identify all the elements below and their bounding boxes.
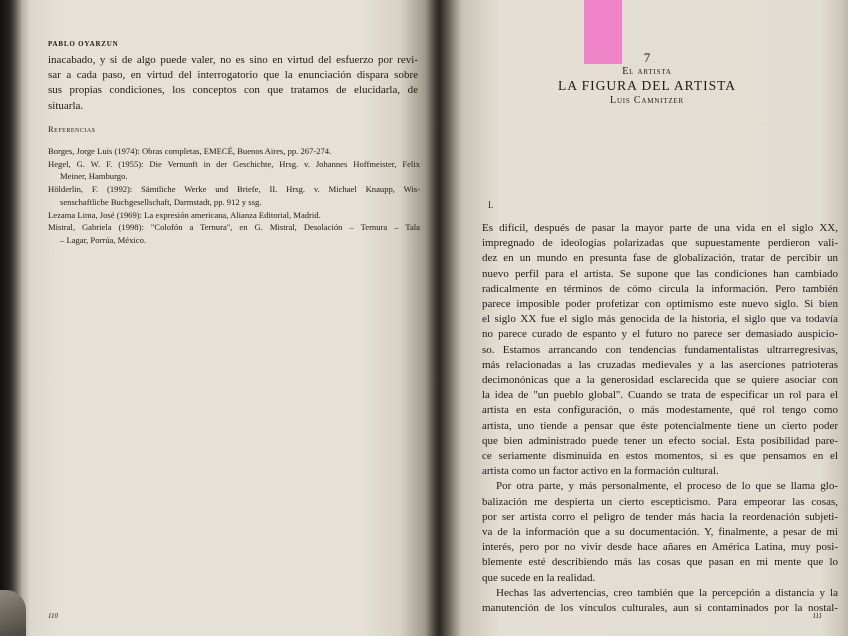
references-heading: Referencias	[48, 124, 96, 134]
text-line: Por otra parte, y más personalmente, el proceso de lo que se llama glo-	[496, 480, 838, 493]
reference-line: Mistral, Gabriela (1998): "Colofón a Ternura", en G. Mistral, Desolación – Ternura – Tala	[48, 222, 420, 233]
page-number: 111	[812, 612, 822, 620]
text-line: que bien administrado puede tener un efecto social. Esta posibilidad pare-	[482, 434, 838, 447]
references-list	[48, 145, 420, 247]
chapter-title: LA FIGURA DEL ARTISTA	[558, 78, 736, 93]
text-line: decimonónicas que a la generosidad esclarecida que se quiere asociar con	[482, 374, 838, 387]
reference-line: Lezama Lima, José (1969): La expresión americana, Alianza Editorial, Madrid.	[48, 209, 321, 220]
reference-entry	[48, 221, 420, 246]
reference-line: Borges, Jorge Luis (1974): Obras completas, EMECÉ, Buenos Aires, pp. 267-274.	[48, 146, 332, 156]
reference-line: Hegel, G. W. F. (1955): Die Vernunft in der Geschichte, Hrsg. v. Johannes Hoffmeister, Felix	[48, 158, 420, 169]
text-line: so. Estamos arrancando con tendencias fundamentalistas ultrarregresivas,	[482, 343, 838, 356]
text-line: dez en un mundo en presunta fase de globalización, tratar de percibir un	[482, 252, 838, 265]
text-line: artista en esta configuración, o más modestamente, qué rol tengo como	[482, 404, 838, 417]
left-page	[14, 0, 434, 636]
reference-line: Hölderlin, F. (1992): Sämtliche Werke und Briefe, II. Hrsg. v. Michael Knaupp, Wis-	[48, 184, 420, 195]
text-line: situarla.	[48, 99, 84, 112]
section-number: I.	[488, 200, 494, 210]
text-line: Hechas las advertencias, creo también que la percepción a distancia y la	[496, 586, 838, 599]
text-line: Es difícil, después de pasar la mayor parte de una vida en el siglo XX,	[482, 222, 838, 234]
reference-entry	[48, 145, 420, 157]
text-line: parece imposible poder profetizar con optimismo este nuevo siglo. Si bien	[482, 298, 838, 311]
text-line: más relacionadas a las cruzadas medievales y a las aserciones patrioteras	[482, 358, 838, 371]
chapter-body	[482, 221, 838, 616]
reference-line: – Lagar, Porrúa, México.	[60, 234, 147, 245]
reference-entry	[48, 209, 420, 221]
chapter-number: 7	[643, 50, 651, 65]
right-page	[446, 0, 848, 636]
reference-entry	[48, 183, 420, 208]
text-line: por ser artista corro el peligro de tender más hacia la reordenación subjeti-	[482, 510, 838, 523]
text-line: sar a cada paso, en virtud del interrogatorio que la enunciación dispara sobre	[48, 69, 418, 82]
text-line: sus propias condiciones, los conceptos con que tratamos de elucidarla, de	[48, 84, 418, 97]
text-line: balización me despierta un cierto escepticismo. Para empeorar las cosas,	[482, 495, 838, 508]
text-line: radicalmente en términos de cómo circula la información. Pero también	[482, 282, 838, 295]
text-line: el siglo XX fue el siglo más genocida de la historia, el siglo que va todavía	[482, 313, 838, 326]
text-line: nuevo perfil para el artista. Se supone que las condiciones han cambiado	[482, 267, 838, 280]
chapter-label: El artista	[622, 66, 672, 77]
reference-line: senschaftliche Buchgesellschaft, Darmstadt, pp. 912 y ssg.	[60, 196, 262, 207]
text-line: impregnado de ideologías polarizadas que supuestamente perdieron vali-	[482, 237, 838, 250]
text-line: blemente esté describiendo más las cosas que pasan en mi mente que lo	[482, 556, 838, 569]
text-line: no parece curado de espanto y el futuro no parece ser demasiado auspicio-	[482, 328, 838, 341]
page-number: 110	[48, 612, 58, 620]
text-line: la idea de "un pueblo global". Cuando se trata de especificar un rol para el	[482, 389, 838, 402]
text-line: va de la información que a su documentación. Y, finalmente, a pesar de mi	[482, 526, 838, 539]
text-line: ce seriamente disminuida en estos momentos, si es que pensamos en el	[482, 450, 838, 463]
text-line: que sucede en la realidad.	[482, 571, 596, 584]
continuation-paragraph	[48, 53, 418, 114]
text-line: artista como un factor activo en la formación cultural.	[482, 465, 719, 478]
text-line: interés, pero por no vivir desde hace añares en América Latina, muy posi-	[482, 541, 838, 554]
running-head: PABLO OYARZUN	[48, 40, 119, 48]
chapter-author: Luis Camnitzer	[610, 95, 684, 106]
text-line: artista, uno tiende a pensar que éste potencialmente tiene un cierto poder	[482, 419, 838, 432]
reference-entry	[48, 158, 420, 183]
text-line: manutención de los vínculos culturales, aun si contaminados por la nostal-	[482, 602, 838, 615]
reference-line: Meiner, Hamburgo.	[60, 171, 128, 182]
text-line: inacabado, y si de algo puede valer, no es sino en virtud del esfuerzo por revi-	[48, 54, 418, 66]
